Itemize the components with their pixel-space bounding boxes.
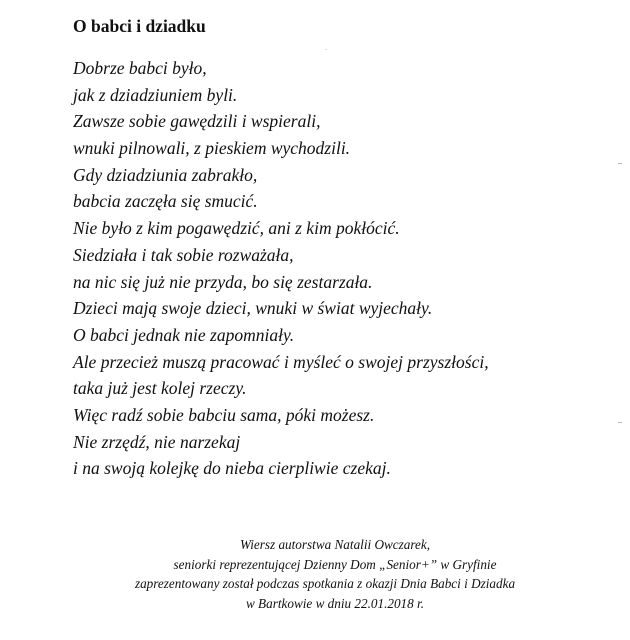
poem-line: i na swoją kolejkę do nieba cierpliwie czekaj. [73,458,391,479]
poem-line: Ale przecież muszą pracować i myśleć o swojej przyszłości, [73,351,489,372]
poem-line: Dobrze babci było, [73,58,207,78]
poem-line: babcia zaczęła się smucić. [73,191,258,212]
poem-line: taka już jest kolej rzeczy. [73,378,247,399]
poem-attribution [0,535,630,613]
scan-speck: · [325,46,328,54]
poem-body [73,55,489,482]
poem-line: Nie było z kim pogawędzić, ani z kim pokłócić. [73,218,400,239]
scan-edge-mark [618,422,622,423]
poem-line: jak z dziadziuniem byli. [73,84,238,105]
scan-edge-mark [618,163,622,164]
poem-line: Więc radź sobie babciu sama, póki możesz. [73,404,375,425]
poem-title: O babci i dziadku [73,16,206,36]
poem-line: Dzieci mają swoje dzieci, wnuki w świat wyjechały. [73,298,433,319]
attribution-line: Wiersz autorstwa Natalii Owczarek, [239,537,430,552]
attribution-line: w Bartkowie w dniu 22.01.2018 r. [245,595,425,611]
poem-line: wnuki pilnowali, z pieskiem wychodzili. [73,138,351,159]
poem-line: Nie zrzędź, nie narzekaj [73,431,241,452]
poem-line: Zawsze sobie gawędzili i wspierali, [73,111,321,132]
attribution-line: zaprezentowany został podczas spotkania z okazji Dnia Babci i Dziadka [134,576,516,591]
poem-line: Siedziała i tak sobie rozważała, [73,244,294,265]
attribution-line: seniorki reprezentującej Dzienny Dom „Senior+” w Gryfinie [173,556,497,572]
poem-line: Gdy dziadziunia zabrakło, [73,164,258,185]
poem-line: na nic się już nie przyda, bo się zestarzała. [73,271,373,292]
poem-line: O babci jednak nie zapomniały. [73,324,295,345]
